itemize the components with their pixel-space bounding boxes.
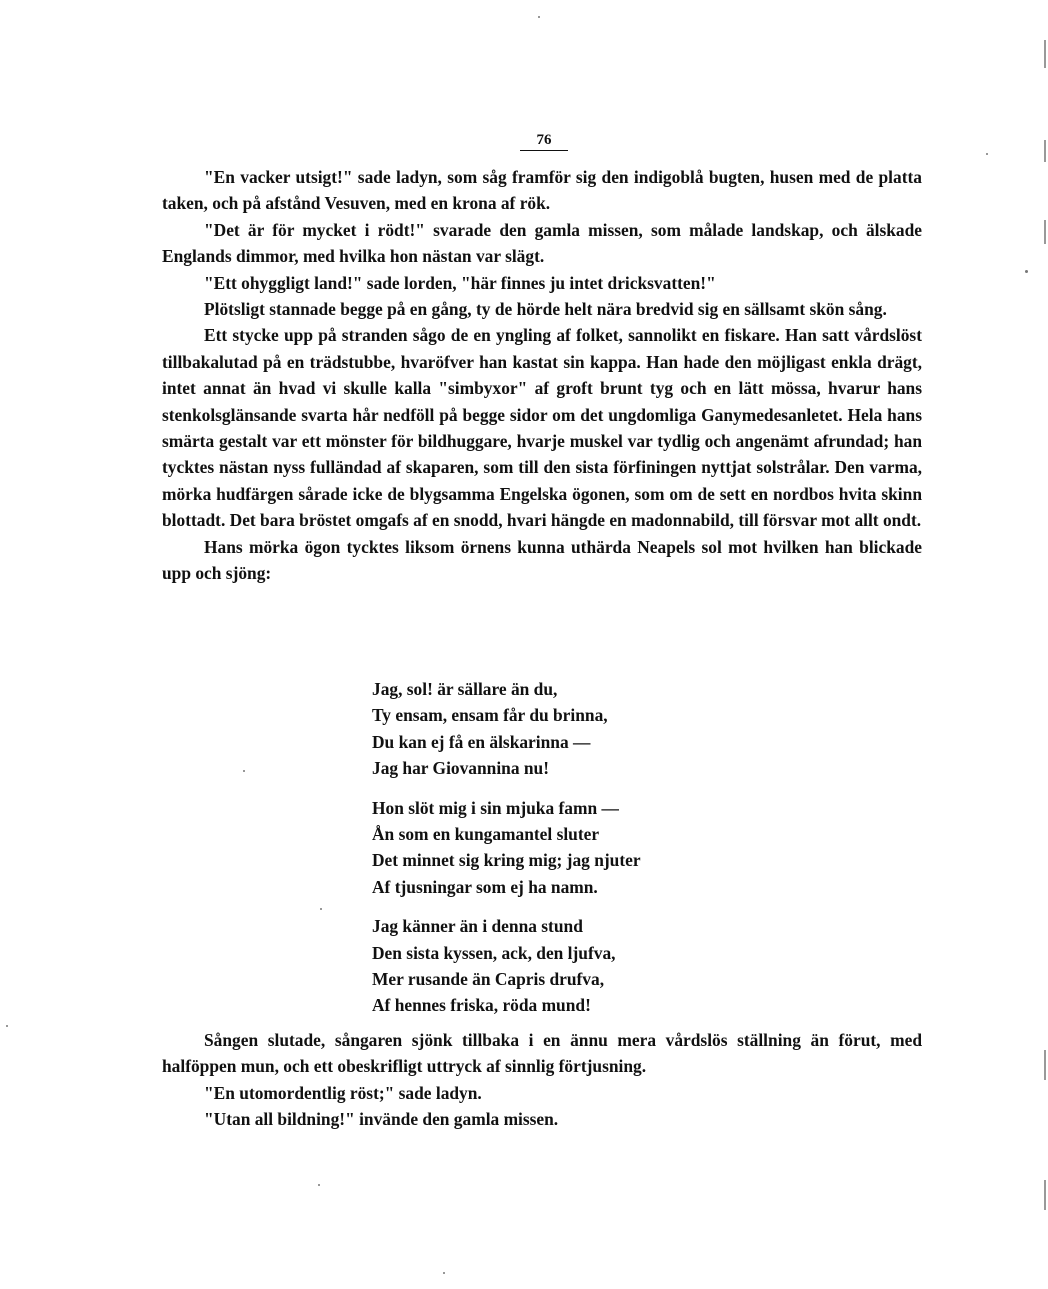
- poem-stanza-1: [372, 676, 792, 782]
- scan-speck: [1025, 270, 1028, 273]
- closing-text: [162, 1027, 922, 1133]
- poem-stanza-3: [372, 913, 792, 1019]
- paragraph-2: "Det är för mycket i rödt!" svarade den gamla missen, som målade landskap, och älskade Englands dimmor, med hvilka hon nästan var slägt.: [162, 219, 922, 267]
- poem-line: Jag har Giovannina nu!: [372, 758, 550, 779]
- poem: [372, 676, 792, 1032]
- scan-edge-mark: [1044, 220, 1046, 244]
- paragraph-3: "Ett ohyggligt land!" sade lorden, "här finnes ju intet dricksvatten!": [204, 272, 716, 293]
- scan-edge-mark: [1044, 140, 1046, 162]
- scan-edge-mark: [1044, 1180, 1046, 1210]
- scan-speck: [443, 1272, 445, 1274]
- scan-speck: [538, 16, 540, 18]
- closing-paragraph-3: "Utan all bildning!" invände den gamla missen.: [204, 1109, 559, 1130]
- poem-line: Du kan ej få en älskarinna —: [372, 731, 591, 752]
- poem-line: Den sista kyssen, ack, den ljufva,: [372, 942, 616, 963]
- paragraph-4: Plötsligt stannade begge på en gång, ty de hörde helt nära bredvid sig en sällsamt skön sång.: [204, 299, 887, 320]
- scan-edge-mark: [1044, 1050, 1046, 1080]
- scan-edge-mark: [1044, 40, 1046, 68]
- scan-speck: [318, 1184, 320, 1186]
- scan-speck: [986, 153, 988, 155]
- poem-line: Ån som en kungamantel sluter: [372, 824, 600, 845]
- closing-paragraph-2: "En utomordentlig röst;" sade ladyn.: [204, 1082, 482, 1103]
- scan-speck: [243, 770, 245, 772]
- paragraph-1: "En vacker utsigt!" sade ladyn, som såg framför sig den indigoblå bugten, husen med de platta taken, och på afstånd Vesuven, med en krona af rök.: [162, 167, 922, 214]
- poem-line: Jag känner än i denna stund: [372, 916, 583, 937]
- poem-stanza-2: [372, 795, 792, 901]
- poem-line: Det minnet sig kring mig; jag njuter: [372, 850, 641, 871]
- paragraph-6: Hans mörka ögon tycktes liksom örnens kunna uthärda Neapels sol mot hvilken han blickade upp och sjöng:: [162, 536, 922, 584]
- scan-speck: [320, 908, 322, 910]
- poem-line: Jag, sol! är sällare än du,: [372, 679, 558, 699]
- poem-line: Hon slöt mig i sin mjuka famn —: [372, 797, 619, 818]
- closing-paragraph-1: Sången slutade, sångaren sjönk tillbaka i en ännu mera vårdslös ställning än förut, med halföppen mun, och ett obeskrifligt uttryck af sinnlig förtjusning.: [162, 1030, 922, 1077]
- scan-speck: [6, 1025, 8, 1027]
- poem-line: Ty ensam, ensam får du brinna,: [372, 705, 608, 726]
- poem-line: Mer rusande än Capris drufva,: [372, 969, 605, 990]
- paragraph-5: Ett stycke upp på stranden sågo de en yngling af folket, sannolikt en fiskare. Han satt vårdslöst tillbakalutad på en trädstubbe, hvaröfver han kastat sin kappa. Han hade den möjligast enkla drägt, intet annat än hvad vi skulle kalla "simbyxor" af groft brunt tyg och en lätt mössa, hvarur hans stenkolsglänsande svarta hår nedföll på begge sidor om det ungdomliga Ganymedesanletet. Hela hans smärta gestalt var ett mönster för bildhuggare, hvarje muskel var tydlig och angenämt afrundad; han tycktes nästan nyss fulländad af skaparen, som till den sista förfiningen nyttjat solstrålar. Den varma, mörka hudfärgen sårade icke de blygsamma Engelska ögonen, som om de sett en nordbos hvita skinn blottadt. Det bara bröstet omgafs af en snodd, hvari hängde en madonnabild, till försvar mot allt ondt.: [162, 325, 922, 531]
- page-number: 76: [520, 131, 568, 151]
- poem-line: Af hennes friska, röda mund!: [372, 995, 591, 1016]
- main-text: [162, 164, 922, 587]
- poem-line: Af tjusningar som ej ha namn.: [372, 876, 598, 897]
